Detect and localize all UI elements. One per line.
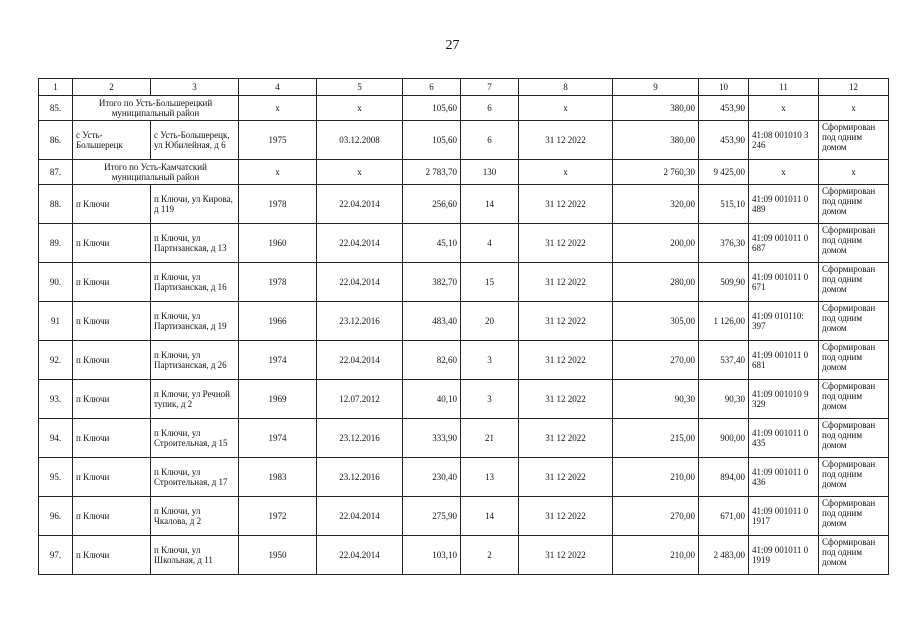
table-row [39, 185, 889, 224]
cell: 130 [461, 160, 519, 185]
settlement-cell: п Ключи [73, 497, 151, 536]
price-cell: 380,00 [613, 121, 699, 160]
plan-date-cell: 31 12 2022 [519, 380, 613, 419]
row-number: 91 [39, 302, 73, 341]
note-cell: Сформирован под одним домом [819, 380, 889, 419]
people-cell: 14 [461, 185, 519, 224]
date-cell: 22.04.2014 [317, 341, 403, 380]
price-cell: 200,00 [613, 224, 699, 263]
year-cell: 1966 [239, 302, 317, 341]
plan-date-cell: 31 12 2022 [519, 263, 613, 302]
header-cell: 1 [39, 79, 73, 96]
area-cell: 483,40 [403, 302, 461, 341]
year-cell: 1960 [239, 224, 317, 263]
row-number: 92. [39, 341, 73, 380]
area-cell: 105,60 [403, 121, 461, 160]
table-row [39, 263, 889, 302]
price-cell: 270,00 [613, 497, 699, 536]
price-cell: 453,90 [699, 121, 749, 160]
cadastral-cell: 41:09 001011 0 687 [749, 224, 819, 263]
people-cell: 3 [461, 380, 519, 419]
area-cell: 82,60 [403, 341, 461, 380]
cell: x [239, 96, 317, 121]
cell: 380,00 [613, 96, 699, 121]
cell: 9 425,00 [699, 160, 749, 185]
cell: x [317, 96, 403, 121]
row-number: 95. [39, 458, 73, 497]
price-cell: 537,40 [699, 341, 749, 380]
note-cell: Сформирован под одним домом [819, 419, 889, 458]
price-cell: 210,00 [613, 536, 699, 575]
address-cell: п Ключи, ул Школьная, д 11 [151, 536, 239, 575]
total-label: Итого по Усть-Камчатский муниципальный район [73, 160, 239, 185]
price-cell: 210,00 [613, 458, 699, 497]
plan-date-cell: 31 12 2022 [519, 185, 613, 224]
area-cell: 333,90 [403, 419, 461, 458]
total-row [39, 160, 889, 185]
date-cell: 22.04.2014 [317, 536, 403, 575]
note-cell: Сформирован под одним домом [819, 302, 889, 341]
price-cell: 515,10 [699, 185, 749, 224]
table-row [39, 536, 889, 575]
settlement-cell: п Ключи [73, 341, 151, 380]
cell: 6 [461, 96, 519, 121]
people-cell: 15 [461, 263, 519, 302]
cell: x [749, 96, 819, 121]
year-cell: 1978 [239, 185, 317, 224]
note-cell: Сформирован под одним домом [819, 263, 889, 302]
address-cell: п Ключи, ул Кирова, д 119 [151, 185, 239, 224]
plan-date-cell: 31 12 2022 [519, 224, 613, 263]
cadastral-cell: 41:09 001011 0 1917 [749, 497, 819, 536]
year-cell: 1975 [239, 121, 317, 160]
cell: x [819, 96, 889, 121]
table-row [39, 224, 889, 263]
cadastral-cell: 41:09 001011 0 489 [749, 185, 819, 224]
settlement-cell: п Ключи [73, 536, 151, 575]
people-cell: 6 [461, 121, 519, 160]
note-cell: Сформирован под одним домом [819, 497, 889, 536]
price-cell: 305,00 [613, 302, 699, 341]
settlement-cell: п Ключи [73, 263, 151, 302]
header-cell: 9 [613, 79, 699, 96]
price-cell: 671,00 [699, 497, 749, 536]
row-number: 93. [39, 380, 73, 419]
price-cell: 1 126,00 [699, 302, 749, 341]
cadastral-cell: 41:09 001011 0 436 [749, 458, 819, 497]
date-cell: 03.12.2008 [317, 121, 403, 160]
date-cell: 22.04.2014 [317, 497, 403, 536]
note-cell: Сформирован под одним домом [819, 185, 889, 224]
price-cell: 90,30 [613, 380, 699, 419]
cell: 453,90 [699, 96, 749, 121]
cadastral-cell: 41:09 001011 0 1919 [749, 536, 819, 575]
row-number: 87. [39, 160, 73, 185]
cell: 2 760,30 [613, 160, 699, 185]
price-cell: 215,00 [613, 419, 699, 458]
cadastral-cell: 41:09 001011 0 671 [749, 263, 819, 302]
cell: 2 783,70 [403, 160, 461, 185]
header-cell: 3 [151, 79, 239, 96]
cell: x [819, 160, 889, 185]
table-row [39, 380, 889, 419]
row-number: 89. [39, 224, 73, 263]
table-row [39, 302, 889, 341]
people-cell: 14 [461, 497, 519, 536]
date-cell: 22.04.2014 [317, 224, 403, 263]
plan-date-cell: 31 12 2022 [519, 302, 613, 341]
cell: x [239, 160, 317, 185]
row-number: 86. [39, 121, 73, 160]
settlement-cell: п Ключи [73, 419, 151, 458]
cadastral-cell: 41:09 001011 0 681 [749, 341, 819, 380]
area-cell: 40,10 [403, 380, 461, 419]
address-cell: п Ключи, ул Строительная, д 15 [151, 419, 239, 458]
header-cell: 6 [403, 79, 461, 96]
total-label: Итого по Усть-Большерецкий муниципальный район [73, 96, 239, 121]
row-number: 97. [39, 536, 73, 575]
table-row [39, 121, 889, 160]
header-cell: 4 [239, 79, 317, 96]
cell: x [519, 96, 613, 121]
row-number: 94. [39, 419, 73, 458]
people-cell: 2 [461, 536, 519, 575]
note-cell: Сформирован под одним домом [819, 121, 889, 160]
note-cell: Сформирован под одним домом [819, 536, 889, 575]
row-number: 96. [39, 497, 73, 536]
plan-date-cell: 31 12 2022 [519, 458, 613, 497]
year-cell: 1969 [239, 380, 317, 419]
year-cell: 1950 [239, 536, 317, 575]
cell: 105,60 [403, 96, 461, 121]
people-cell: 3 [461, 341, 519, 380]
area-cell: 275,90 [403, 497, 461, 536]
address-cell: п Ключи, ул Партизанская, д 26 [151, 341, 239, 380]
housing-table [38, 78, 889, 575]
price-cell: 509,90 [699, 263, 749, 302]
header-cell: 11 [749, 79, 819, 96]
date-cell: 23.12.2016 [317, 302, 403, 341]
price-cell: 90,30 [699, 380, 749, 419]
date-cell: 12.07.2012 [317, 380, 403, 419]
table-row [39, 341, 889, 380]
year-cell: 1978 [239, 263, 317, 302]
header-cell: 12 [819, 79, 889, 96]
row-number: 85. [39, 96, 73, 121]
year-cell: 1974 [239, 419, 317, 458]
price-cell: 376,30 [699, 224, 749, 263]
note-cell: Сформирован под одним домом [819, 458, 889, 497]
address-cell: п Ключи, ул Партизанская, д 19 [151, 302, 239, 341]
address-cell: п Ключи, ул Чкалова, д 2 [151, 497, 239, 536]
settlement-cell: п Ключи [73, 224, 151, 263]
cadastral-cell: 41:09 010110: 397 [749, 302, 819, 341]
address-cell: п Ключи, ул Строительная, д 17 [151, 458, 239, 497]
area-cell: 230,40 [403, 458, 461, 497]
table-row [39, 419, 889, 458]
area-cell: 382,70 [403, 263, 461, 302]
year-cell: 1972 [239, 497, 317, 536]
address-cell: п Ключи, ул Речной тупик, д 2 [151, 380, 239, 419]
price-cell: 894,00 [699, 458, 749, 497]
settlement-cell: п Ключи [73, 302, 151, 341]
cadastral-cell: 41:08 001010 3 246 [749, 121, 819, 160]
settlement-cell: п Ключи [73, 458, 151, 497]
year-cell: 1974 [239, 341, 317, 380]
people-cell: 21 [461, 419, 519, 458]
price-cell: 900,00 [699, 419, 749, 458]
area-cell: 45,10 [403, 224, 461, 263]
total-row [39, 96, 889, 121]
row-number: 90. [39, 263, 73, 302]
price-cell: 270,00 [613, 341, 699, 380]
plan-date-cell: 31 12 2022 [519, 121, 613, 160]
people-cell: 4 [461, 224, 519, 263]
date-cell: 22.04.2014 [317, 185, 403, 224]
note-cell: Сформирован под одним домом [819, 224, 889, 263]
header-cell: 10 [699, 79, 749, 96]
price-cell: 320,00 [613, 185, 699, 224]
area-cell: 103,10 [403, 536, 461, 575]
cadastral-cell: 41:09 001011 0 435 [749, 419, 819, 458]
date-cell: 23.12.2016 [317, 419, 403, 458]
plan-date-cell: 31 12 2022 [519, 419, 613, 458]
header-row [39, 79, 889, 96]
people-cell: 13 [461, 458, 519, 497]
settlement-cell: с Усть-Большерецк [73, 121, 151, 160]
row-number: 88. [39, 185, 73, 224]
cell: x [749, 160, 819, 185]
settlement-cell: п Ключи [73, 380, 151, 419]
settlement-cell: п Ключи [73, 185, 151, 224]
price-cell: 280,00 [613, 263, 699, 302]
header-cell: 7 [461, 79, 519, 96]
date-cell: 23.12.2016 [317, 458, 403, 497]
price-cell: 2 483,00 [699, 536, 749, 575]
year-cell: 1983 [239, 458, 317, 497]
header-cell: 2 [73, 79, 151, 96]
table-body [39, 79, 889, 575]
table-row [39, 497, 889, 536]
plan-date-cell: 31 12 2022 [519, 497, 613, 536]
address-cell: п Ключи, ул Партизанская, д 16 [151, 263, 239, 302]
date-cell: 22.04.2014 [317, 263, 403, 302]
people-cell: 20 [461, 302, 519, 341]
plan-date-cell: 31 12 2022 [519, 536, 613, 575]
plan-date-cell: 31 12 2022 [519, 341, 613, 380]
header-cell: 8 [519, 79, 613, 96]
area-cell: 256,60 [403, 185, 461, 224]
cadastral-cell: 41:09 001010 9 329 [749, 380, 819, 419]
page-number: 27 [445, 38, 460, 53]
table-row [39, 458, 889, 497]
note-cell: Сформирован под одним домом [819, 341, 889, 380]
header-cell: 5 [317, 79, 403, 96]
cell: x [519, 160, 613, 185]
address-cell: с Усть-Большерецк, ул Юбилейная, д 6 [151, 121, 239, 160]
cell: x [317, 160, 403, 185]
address-cell: п Ключи, ул Партизанская, д 13 [151, 224, 239, 263]
